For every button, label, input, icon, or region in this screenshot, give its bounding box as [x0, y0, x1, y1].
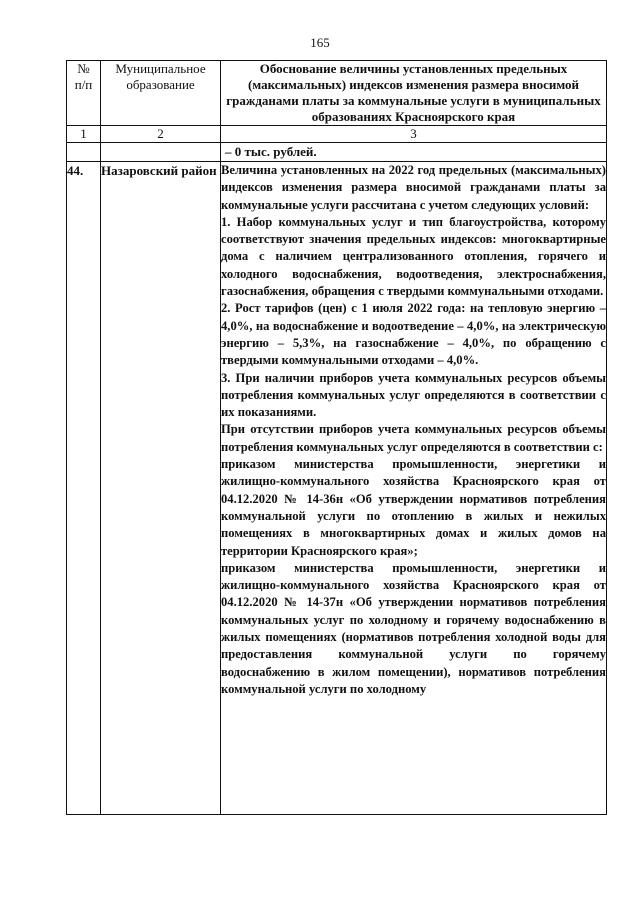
paragraph-intro: Величина установленных на 2022 год предельных (максимальных) индексов изменения размера вносимой гражданами платы за коммунальные услуги рассчитана с учетом следующих условий:: [221, 163, 606, 212]
page-number: 165: [310, 35, 330, 50]
header-number-line1: №: [77, 61, 90, 76]
paragraph-order-14-37n: приказом министерства промышленности, энергетики и жилищно-коммунального хозяйства Красноярского края от 04.12.2020 № 14-37н «Об утверждении нормативов потребления коммунальных услуг по холодному и горячему водоснабжению в жилых помещениях (нормативов потребления холодной воды для предоставления коммунальной услуги по горячему водоснабжению в жилом помещении), нормативов потребления коммунальной услуги по холодному: [221, 560, 606, 696]
paragraph-services-set: 1. Набор коммунальных услуг и тип благоустройства, которому соответствуют значения предельных индексов: многоквартирные дома с наличием централизованного отопления, горячего и холодного водоснабжения, водоотведения, электроснабжения, газоснабжения, обращения с твердыми коммунальными отходами.: [221, 214, 606, 299]
column-number-3: 3: [221, 126, 607, 143]
tariff-justification-table: [66, 60, 607, 815]
header-municipality: [101, 61, 221, 126]
header-number: [67, 61, 101, 126]
row-municipality: Назаровский район: [101, 162, 221, 815]
paragraph-meters-absent: При отсутствии приборов учета коммунальных ресурсов объемы потребления коммунальных услуг определяются в соответствии с:: [221, 422, 606, 454]
row-justification: [221, 162, 607, 815]
paragraph-meters-present: 3. При наличии приборов учета коммунальных ресурсов объемы потребления коммунальных услуг определяются в соответствии с их показаниями.: [221, 370, 606, 420]
header-justification: Обоснование величины установленных предельных (максимальных) индексов изменения размера вносимой гражданами платы за коммунальные услуги в муниципальных образованиях Красноярского края: [221, 61, 607, 126]
header-number-line2: п/п: [74, 77, 93, 92]
continuation-text: – 0 тыс. рублей.: [221, 143, 607, 162]
column-number-1: 1: [67, 126, 101, 143]
continuation-row: [67, 143, 607, 162]
continuation-empty-cell-2: [101, 143, 221, 162]
paragraph-order-14-36n: приказом министерства промышленности, энергетики и жилищно-коммунального хозяйства Красноярского края от 04.12.2020 № 14-36н «Об утверждении нормативов потребления коммунальной услуги по отоплению в жилых и нежилых помещениях в многоквартирных домах и жилых домов на территории Красноярского края»;: [221, 457, 606, 558]
header-municipality-line1: Муниципальное: [115, 61, 206, 76]
table-header-row: [67, 61, 607, 126]
column-numbers-row: [67, 126, 607, 143]
continuation-empty-cell-1: [67, 143, 101, 162]
row-number: 44.: [67, 162, 101, 815]
paragraph-tariff-growth: 2. Рост тарифов (цен) с 1 июля 2022 года: на тепловую энергию – 4,0%, на водоснабжение и водоотведение – 4,0%, на электрическую энергию – 5,3%, на газоснабжение – 4,0%, по обращению с твердыми коммунальными отходами – 4,0%.: [221, 301, 606, 368]
header-municipality-line2: образование: [126, 77, 195, 92]
table-row: [67, 162, 607, 815]
column-number-2: 2: [101, 126, 221, 143]
